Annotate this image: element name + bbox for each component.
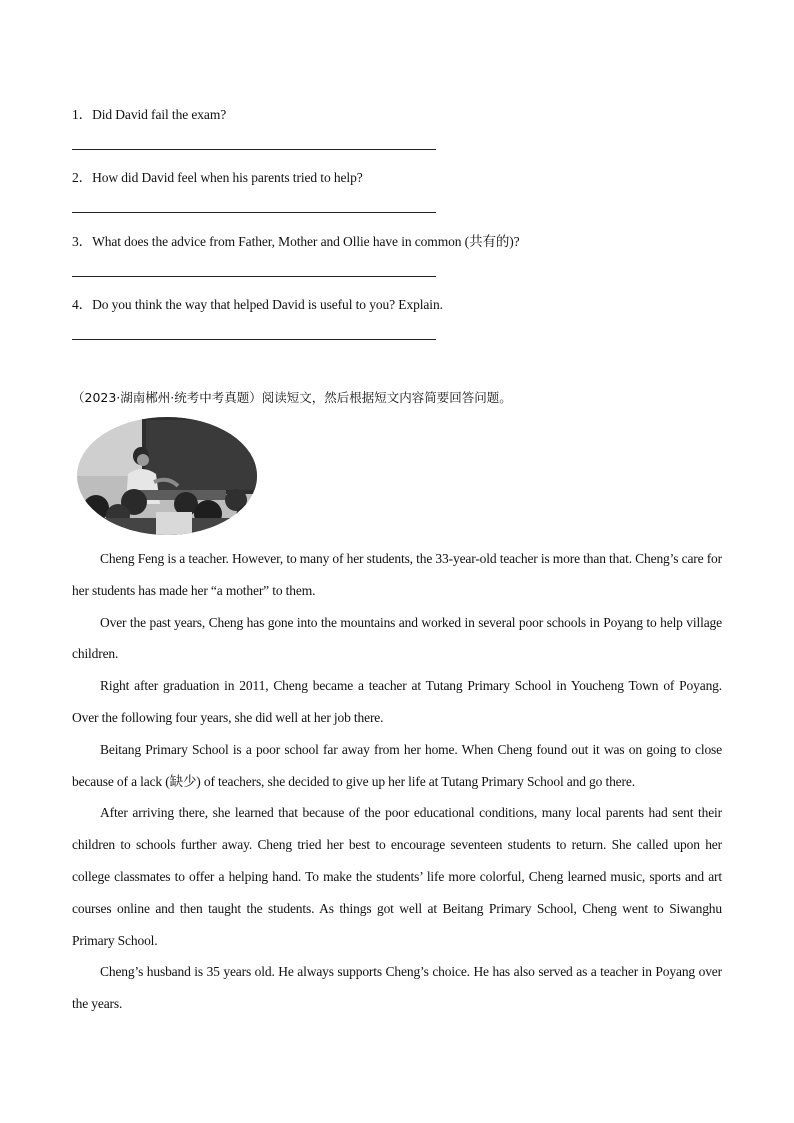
passage-paragraph: Cheng’s husband is 35 years old. He always supports Cheng’s choice. He has also served as a teacher in Poyang over the years. bbox=[72, 964, 722, 1012]
classroom-photo bbox=[76, 416, 258, 536]
question-text: What does the advice from Father, Mother and Ollie have in common (共有的)? bbox=[92, 234, 520, 249]
question-text: How did David feel when his parents tried to help? bbox=[92, 170, 363, 185]
answer-line-1[interactable] bbox=[72, 149, 436, 150]
passage-paragraph: After arriving there, she learned that because of the poor educational conditions, many local parents had sent their children to schools further away. Cheng tried her best to encourage seventeen students to return. She called upon her college classmates to offer a helping hand. To make the students’ life more colorful, Cheng learned music, sports and art courses online and then taught the students. As things got well at Beitang Primary School, Cheng went to Siwanghu Primary School. bbox=[72, 805, 722, 948]
passage-paragraph: Cheng Feng is a teacher. However, to many of her students, the 33-year-old teacher is more than that. Cheng’s care for her students has made her “a mother” to them. bbox=[72, 551, 722, 598]
passage-paragraph: Beitang Primary School is a poor school far away from her home. When Cheng found out it was on going to close because of a lack (缺少) of teachers, she decided to give up her life at Tutang Primary School and go there. bbox=[72, 741, 722, 789]
answer-line-3[interactable] bbox=[72, 276, 436, 277]
question-number: 1． bbox=[72, 107, 93, 122]
question-number: 4． bbox=[72, 297, 93, 312]
question-number: 2． bbox=[72, 170, 93, 185]
question-1 bbox=[72, 103, 226, 123]
answer-line-2[interactable] bbox=[72, 212, 436, 213]
reading-passage bbox=[72, 543, 722, 1020]
answer-line-4[interactable] bbox=[72, 339, 436, 340]
passage-paragraph: Right after graduation in 2011, Cheng became a teacher at Tutang Primary School in Youcheng Town of Poyang. Over the following four years, she did well at her job there. bbox=[72, 678, 722, 725]
question-text: Do you think the way that helped David is useful to you? Explain. bbox=[92, 297, 443, 312]
section-intro: （2023·湖南郴州·统考中考真题）阅读短文，然后根据短文内容简要回答问题。 bbox=[72, 390, 512, 405]
question-number: 3． bbox=[72, 234, 93, 249]
passage-paragraph: Over the past years, Cheng has gone into the mountains and worked in several poor schools in Poyang to help village children. bbox=[72, 614, 722, 662]
question-3 bbox=[72, 230, 520, 250]
question-4 bbox=[72, 293, 443, 313]
question-text: Did David fail the exam? bbox=[92, 107, 227, 122]
question-2 bbox=[72, 166, 363, 186]
